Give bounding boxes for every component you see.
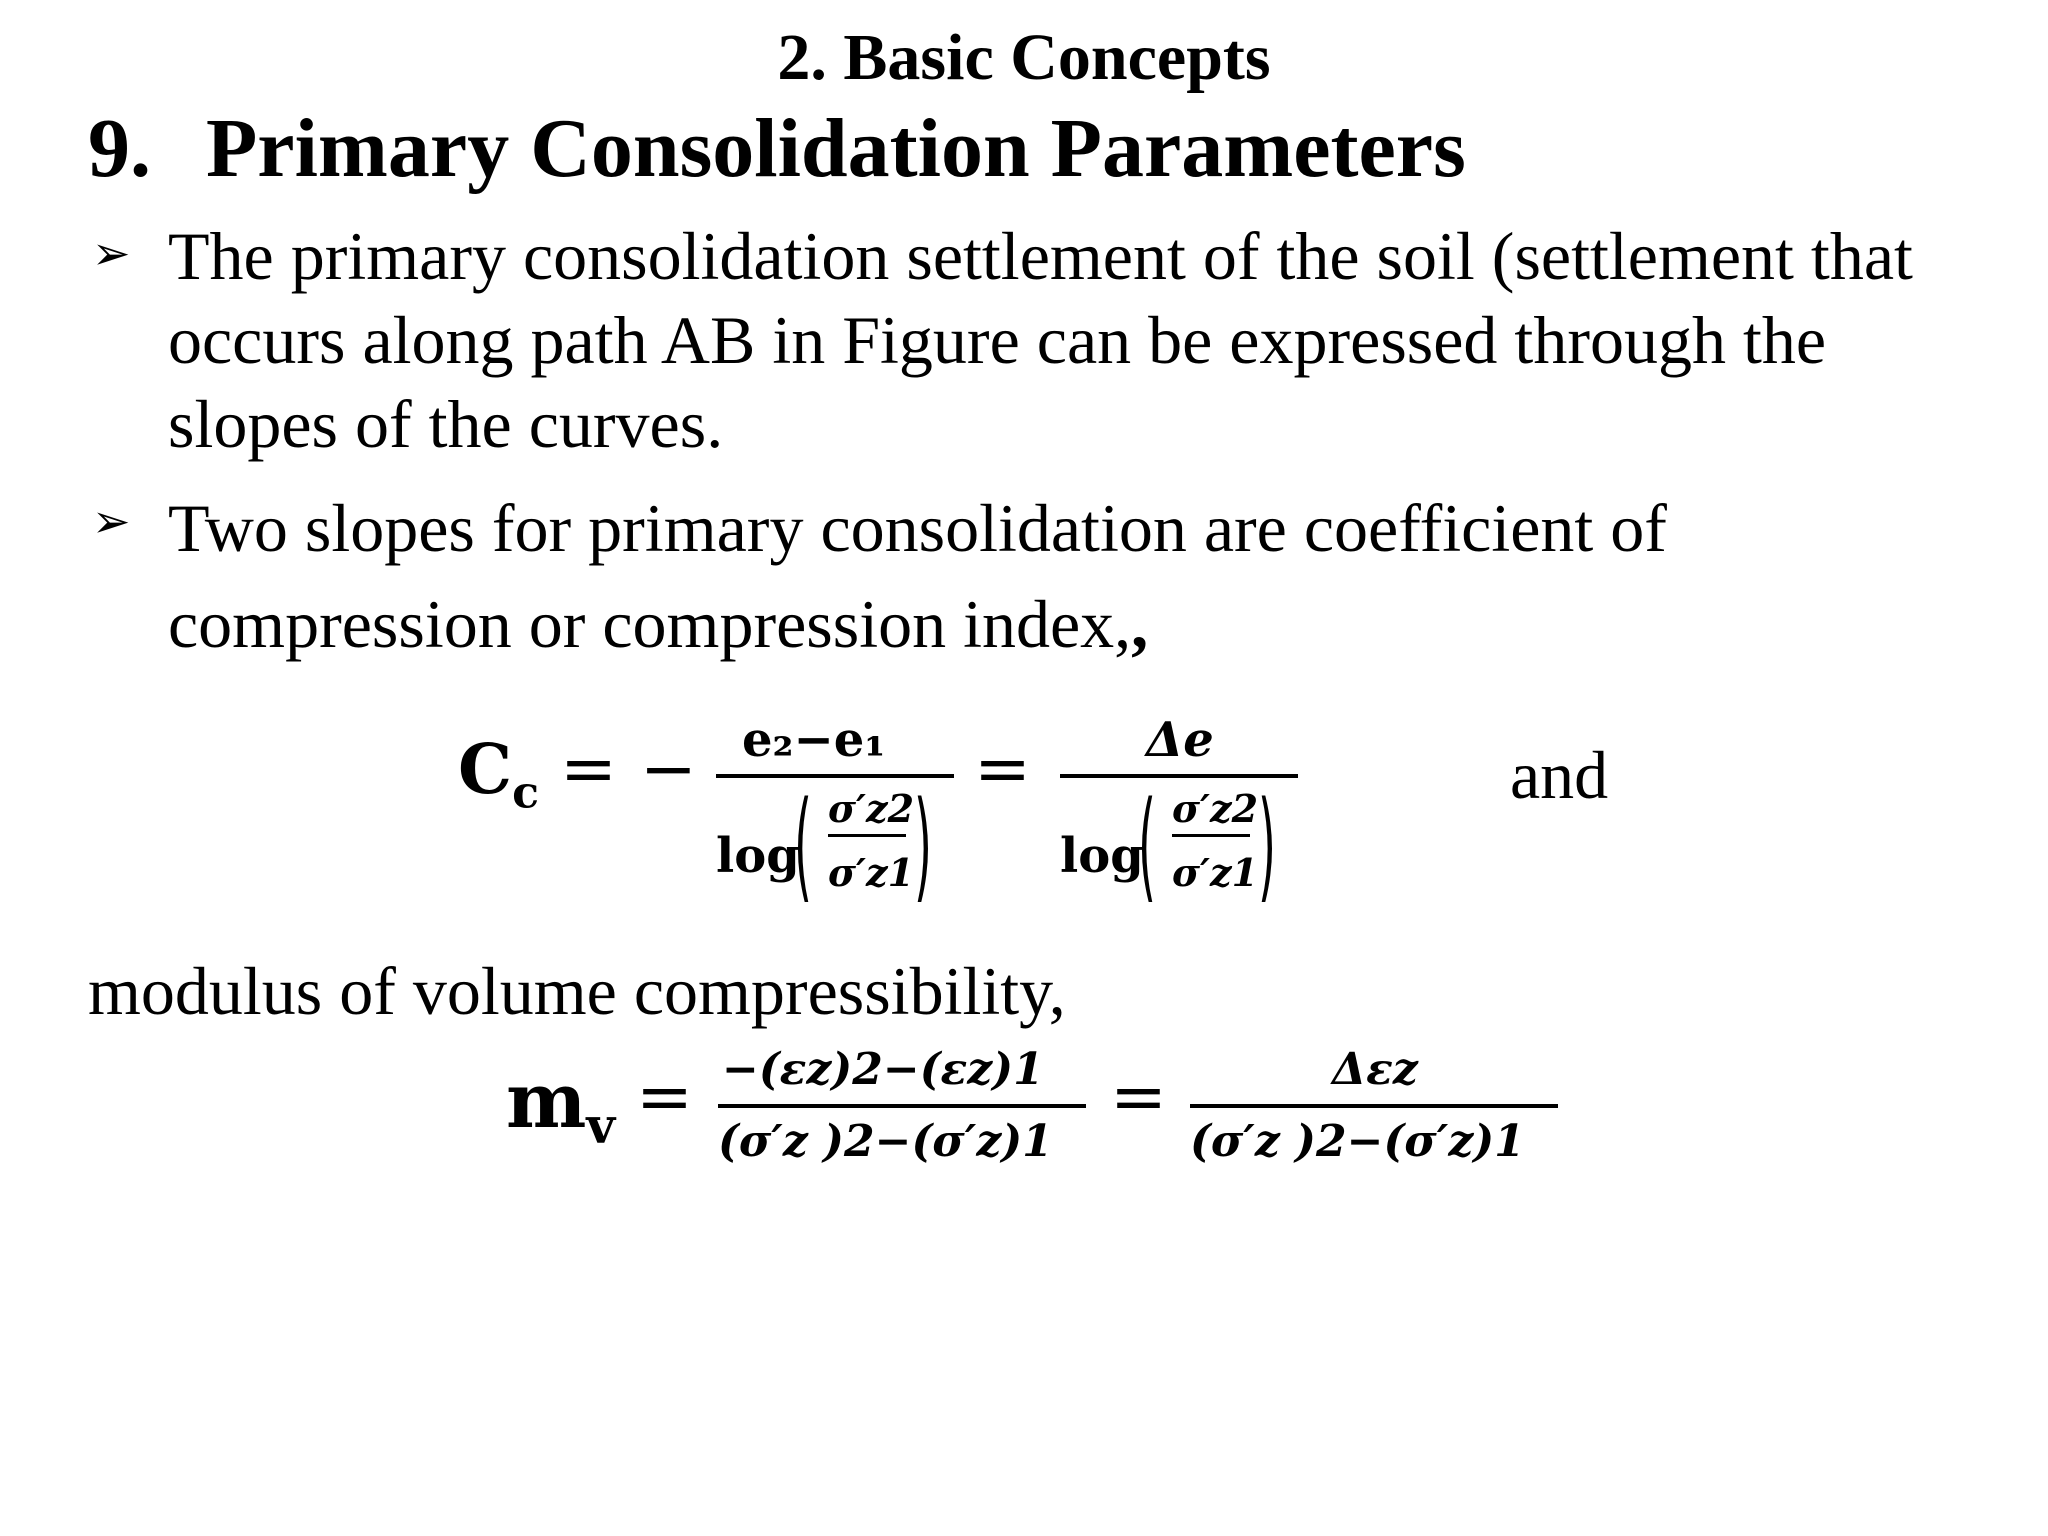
mv-numerator-1: −(εz)2−(εz)1 <box>722 1044 1044 1095</box>
bullet-arrow-icon: ➢ <box>92 226 131 280</box>
section-title: 2. Basic Concepts <box>777 21 1271 94</box>
mv-denominator-1: (σ′z )2−(σ′z)1 <box>718 1116 1053 1167</box>
cc-numerator-1: e₂−e₁ <box>742 712 886 768</box>
mv-numerator-2: Δεz <box>1332 1044 1418 1095</box>
mv-fraction-bar-2 <box>1190 1104 1558 1108</box>
bullet-1-line-1: The primary consolidation settlement of the soil (settlement that <box>168 218 1913 294</box>
bullet-arrow-icon: ➢ <box>92 494 131 548</box>
cc-numerator-2: Δe <box>1146 712 1214 768</box>
bullet-1-line-2: occurs along path AB in Figure can be expressed through the <box>168 302 1827 378</box>
mv-fraction-bar-1 <box>718 1104 1086 1108</box>
cc-lhs: $C_c$ <box>458 730 540 819</box>
bullet-2-line-2: compression or compression index,, <box>168 586 1149 662</box>
cc-connector-and: and <box>1510 737 1609 813</box>
mv-lhs: $m_v$ <box>506 1056 616 1156</box>
mv-denominator-2: (σ′z )2−(σ′z)1 <box>1190 1116 1525 1167</box>
cc-log-2: log <box>1060 828 1144 884</box>
cc-log-1: log <box>716 828 800 884</box>
cc-equals-1: = <box>560 730 617 809</box>
cc-equals-2: = <box>974 730 1031 809</box>
slide-heading <box>88 100 1466 197</box>
bullet-2-line-1: Two slopes for primary consolidation are coefficient of <box>168 490 1667 566</box>
heading-text: Primary Consolidation Parameters <box>206 102 1466 195</box>
cc-sigma-bottom-2: σ′z1 <box>1172 850 1259 895</box>
cc-sigma-top-1: σ′z2 <box>828 786 915 831</box>
mv-equals-1: = <box>636 1058 693 1137</box>
bullet-2 <box>168 480 1667 672</box>
heading-number: 9. <box>88 102 151 195</box>
mv-equals-2: = <box>1110 1058 1167 1137</box>
cc-minus: − <box>640 730 697 809</box>
cc-sigma-top-2: σ′z2 <box>1172 786 1259 831</box>
cc-sigma-bottom-1: σ′z1 <box>828 850 915 895</box>
bullet-1-line-3: slopes of the curves. <box>168 386 724 462</box>
bullet-1 <box>168 214 1913 466</box>
modulus-label: modulus of volume compressibility, <box>88 953 1066 1029</box>
